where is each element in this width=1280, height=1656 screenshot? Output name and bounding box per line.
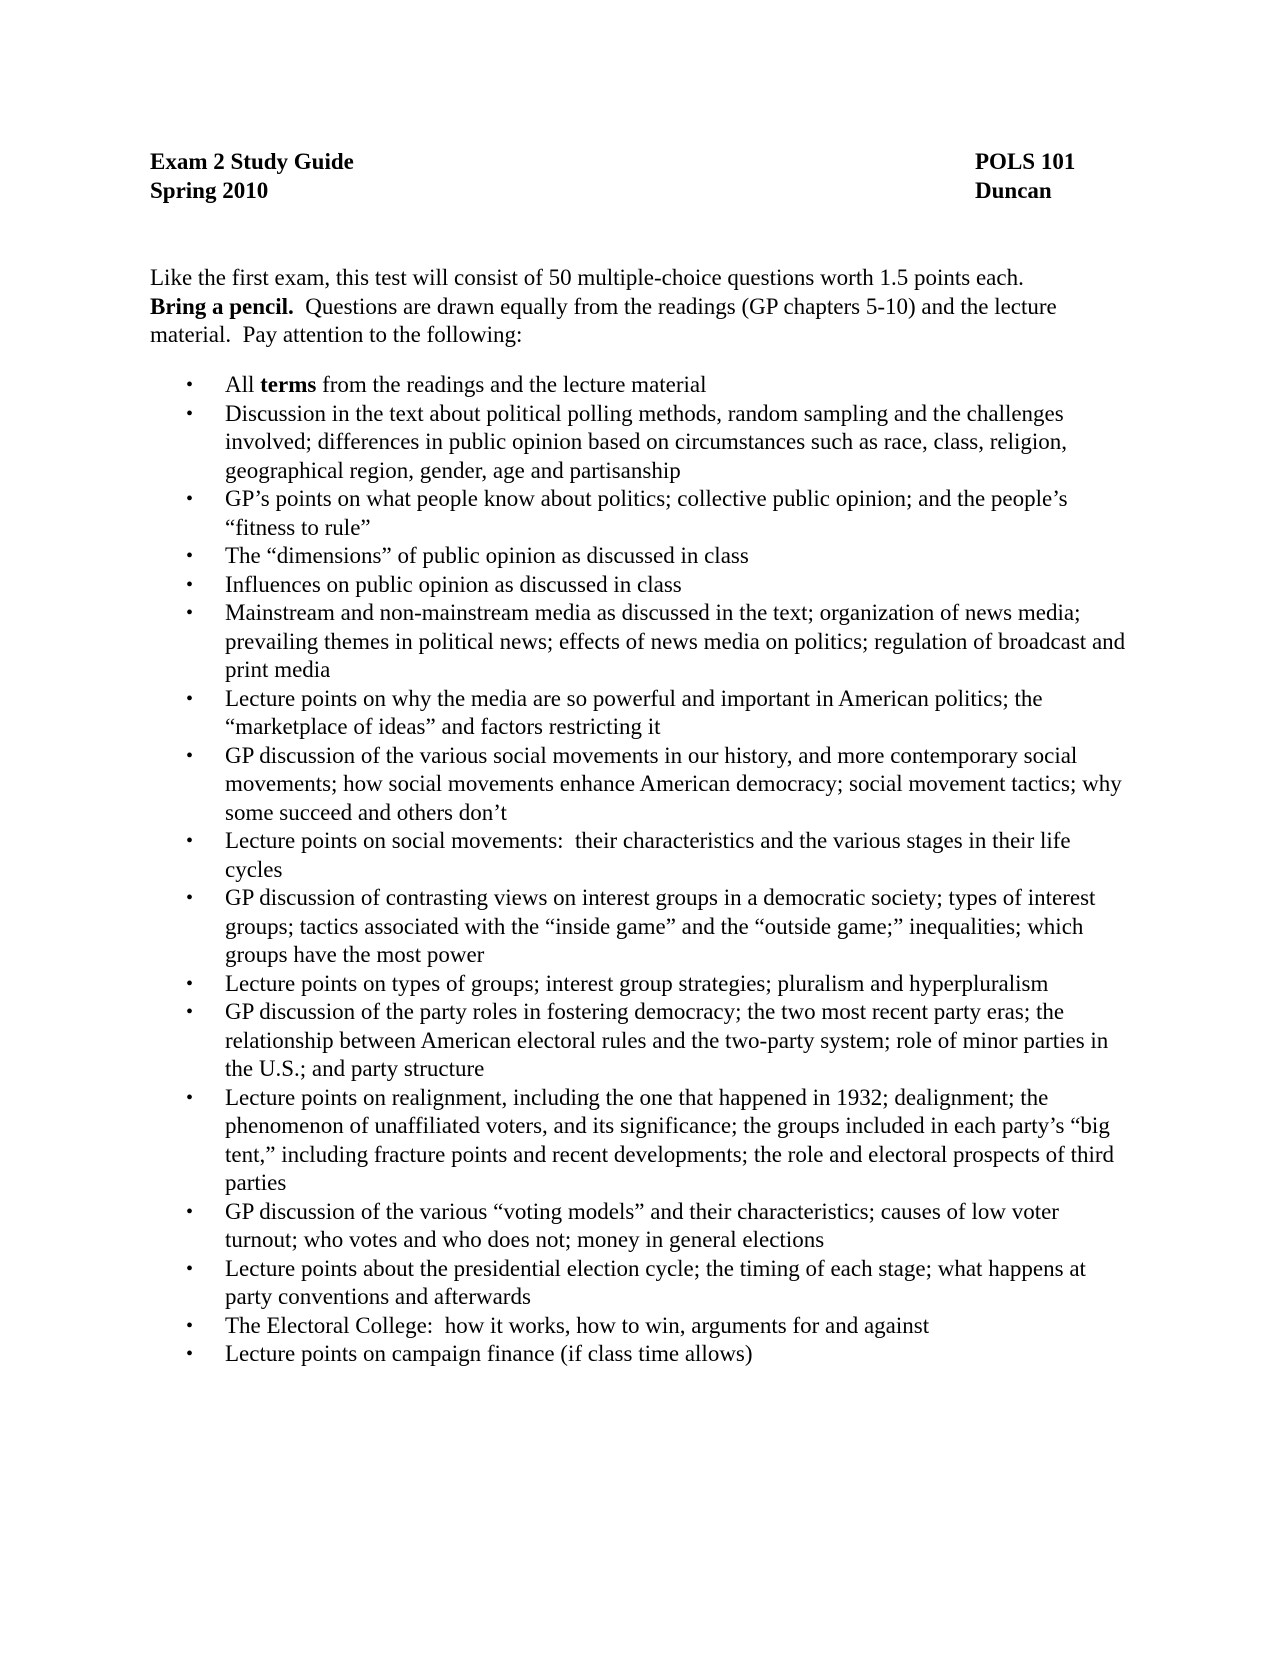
topic-text: Discussion in the text about political polling methods, random sampling and the challenges involved; differences in public opinion based on circumstances such as race, class, religion, geographical region, gender, age and partisanship [225,400,1068,483]
topic-item-6 [150,599,1130,685]
topic-text: GP discussion of the party roles in fostering democracy; the two most recent party eras; the relationship between American electoral rules and the two-party system; role of minor parties in the U.S.; and party structure [225,999,1109,1081]
instructor-name: Duncan [975,177,1052,203]
intro-paragraph [150,264,1110,350]
topic-item-4 [150,542,1130,571]
bullet-icon: • [186,488,194,510]
topic-text: Lecture points on social movements: their characteristics and the various stages in their life cycles [225,828,1077,882]
topic-text: Mainstream and non-mainstream media as discussed in the text; organization of news media; prevailing themes in political news; effects of news media on politics; regulation of broadcast and print media [225,600,1126,682]
document-title: Exam 2 Study Guide [150,149,354,174]
topic-item-1 [150,371,1130,400]
topic-item-17 [150,1340,1130,1369]
topic-text: Lecture points on realignment, including the one that happened in 1932; dealignment; the phenomenon of unaffiliated voters, and its significance; the groups included in each party’s “big tent,” including fracture points and recent developments; the role and electoral prospects of third parties [225,1084,1115,1195]
course-code: POLS 101 [975,149,1076,174]
bullet-icon: • [186,887,194,909]
topic-item-2 [150,400,1130,486]
topic-item-11 [150,970,1130,999]
topic-item-8 [150,742,1130,828]
topic-item-7 [150,685,1130,742]
topic-text: Lecture points about the presidential election cycle; the timing of each stage; what happens at party conventions and afterwards [225,1255,1086,1309]
bullet-icon: • [186,1314,194,1337]
bullet-icon: • [186,374,194,396]
topic-text-suffix: from the readings and the lecture material [316,372,707,397]
bullet-icon: • [186,573,194,596]
topic-item-16 [150,1312,1130,1341]
topic-item-12 [150,998,1130,1084]
topic-text-prefix: All [225,372,261,397]
bullet-icon: • [186,830,194,852]
bullet-icon: • [186,1086,194,1109]
bring-pencil-note: Bring a pencil. [150,293,294,319]
topic-text: GP discussion of the various “voting models” and their characteristics; causes of low voter turnout; who votes and who does not; money in general elections [225,1198,1059,1252]
intro-line-2 [150,293,1110,350]
topic-text: GP discussion of contrasting views on interest groups in a democratic society; types of interest groups; tactics associated with the “inside game” and the “outside game;” inequalities; which groups have the most power [225,885,1096,967]
bullet-icon: • [186,1343,194,1365]
bullet-icon: • [186,602,194,624]
topic-text: Influences on public opinion as discussed in class [225,571,682,597]
bullet-icon: • [186,545,194,567]
topic-text: The Electoral College: how it works, how to win, arguments for and against [225,1312,930,1338]
topic-text: GP discussion of the various social movements in our history, and more contemporary social movements; how social movements enhance American democracy; social movement tactics; why some succeed and others don’t [225,742,1122,825]
topic-text: Lecture points on types of groups; interest group strategies; pluralism and hyperpluralism [225,970,1049,996]
topic-item-15 [150,1255,1130,1312]
bullet-icon: • [186,687,194,710]
topic-item-9 [150,827,1130,884]
topic-item-13 [150,1084,1130,1198]
bullet-icon: • [186,1200,194,1223]
bullet-icon: • [186,972,194,995]
topic-text: Lecture points on why the media are so powerful and important in American politics; the “marketplace of ideas” and factors restricting it [225,685,1043,739]
bullet-icon: • [186,1257,194,1280]
topic-item-14 [150,1198,1130,1255]
topic-text: GP’s points on what people know about politics; collective public opinion; and the people’s “fitness to rule” [225,486,1068,540]
bullet-icon: • [186,744,194,767]
topic-text: The “dimensions” of public opinion as discussed in class [225,543,749,568]
intro-rest: Questions are drawn equally from the readings (GP chapters 5-10) and the lecture material. Pay attention to the following: [150,293,1063,347]
topics-list [150,371,1130,1369]
bullet-icon: • [186,1001,194,1023]
header-row-1 [150,148,1090,177]
bullet-icon: • [186,402,194,425]
intro-line-1: Like the first exam, this test will consist of 50 multiple-choice questions worth 1.5 points each. [150,265,1024,290]
topic-item-5 [150,571,1130,600]
document-header [150,148,1090,205]
topic-item-3 [150,485,1130,542]
term-label: Spring 2010 [150,177,269,203]
topic-text-bold: terms [260,372,317,397]
topic-item-10 [150,884,1130,970]
topic-text: Lecture points on campaign finance (if class time allows) [225,1341,753,1366]
header-row-2 [150,177,1090,206]
